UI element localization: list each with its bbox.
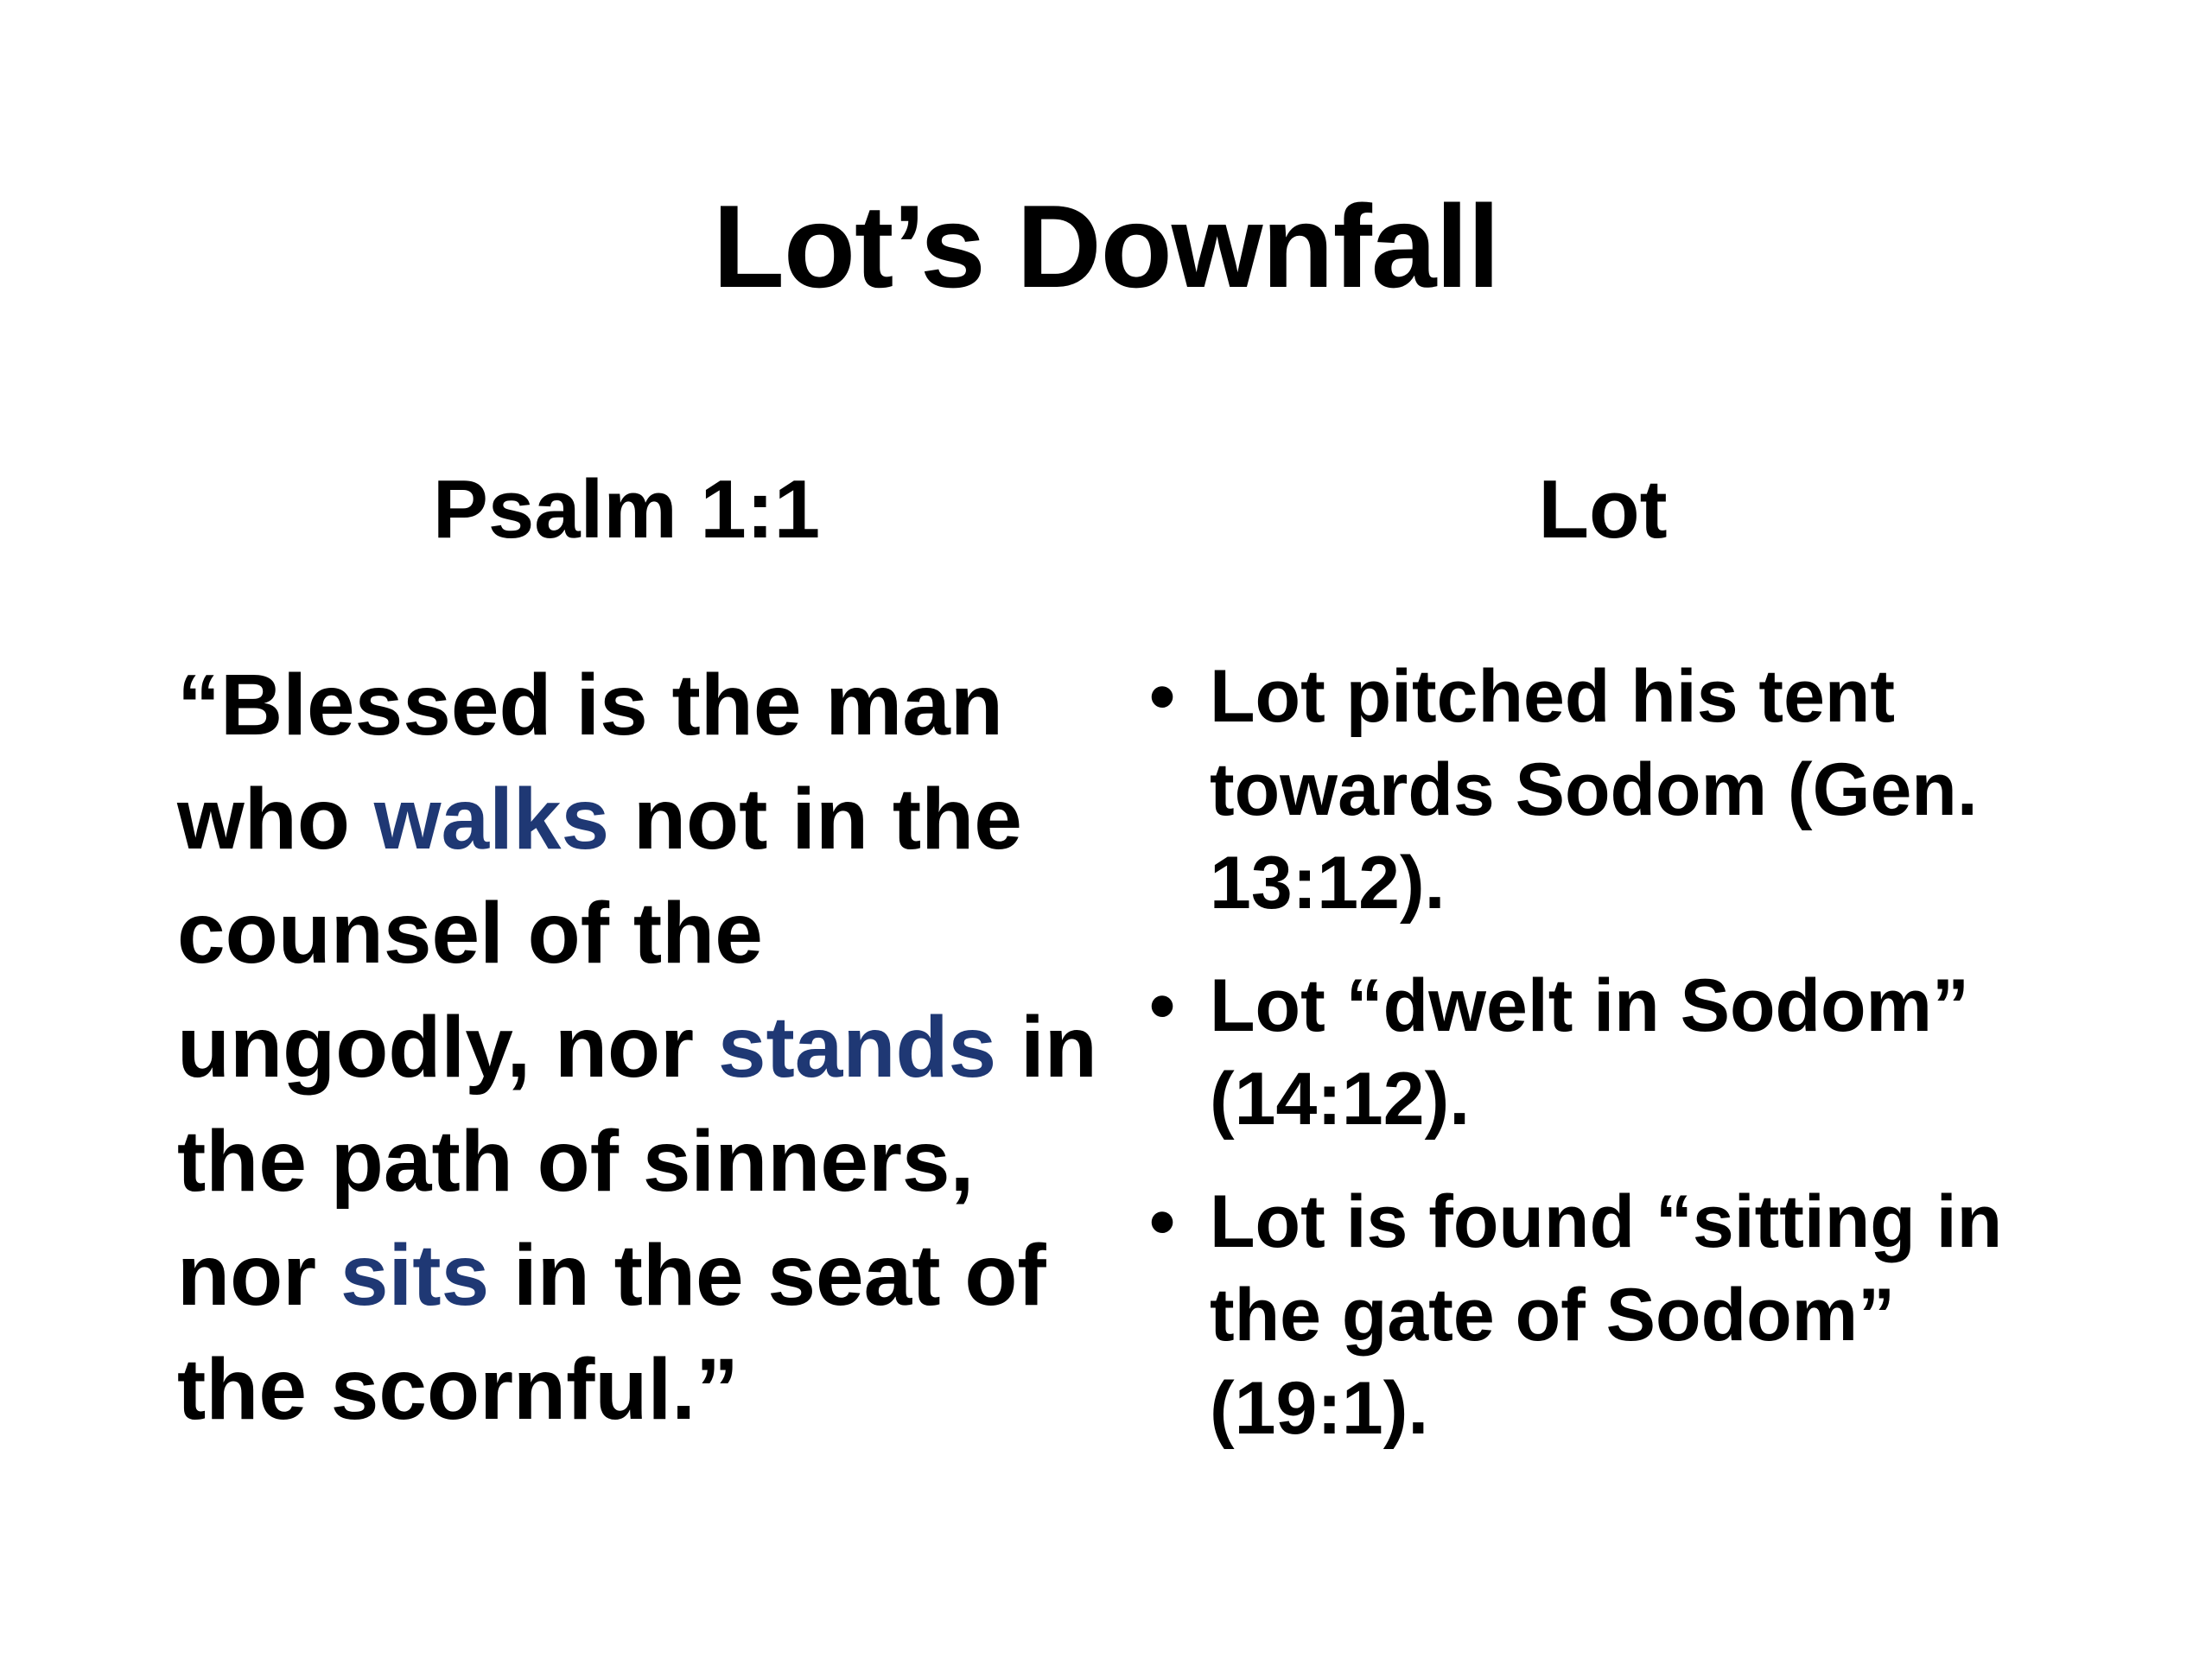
quote-text-2: not in the counsel of the ungodly, nor: [177, 771, 1022, 1096]
slide-title: Lot’s Downfall: [712, 181, 1500, 312]
bullet-icon: •: [1149, 964, 1176, 1047]
bullet-item: [1149, 1175, 2100, 1455]
bullet-text: Lot “dwelt in Sodom” (14:12).: [1210, 964, 1970, 1141]
quote-text-3: in the path of sinners, nor: [177, 999, 1097, 1324]
left-column-heading: Psalm 1:1: [432, 463, 821, 556]
bullet-text: Lot is found “sitting in the gate of Sodom” (19:1).: [1210, 1180, 2003, 1450]
quote-highlight-walks: walks: [373, 771, 610, 868]
bullet-icon: •: [1149, 655, 1176, 738]
quote-text-1: “Blessed is the man who: [177, 657, 1003, 868]
bullet-text: Lot pitched his tent towards Sodom (Gen. 13:12).: [1210, 655, 1978, 925]
lot-bullet-list: [1149, 650, 2100, 1484]
quote-highlight-sits: sits: [340, 1227, 490, 1324]
bullet-icon: •: [1149, 1180, 1176, 1263]
psalm-quote: [177, 648, 1119, 1446]
bullet-item: [1149, 650, 2100, 930]
bullet-item: [1149, 959, 2100, 1146]
quote-highlight-stands: stands: [717, 999, 997, 1096]
quote-text-4: in the seat of the scornful.”: [177, 1227, 1046, 1438]
right-column-heading: Lot: [1538, 463, 1668, 556]
